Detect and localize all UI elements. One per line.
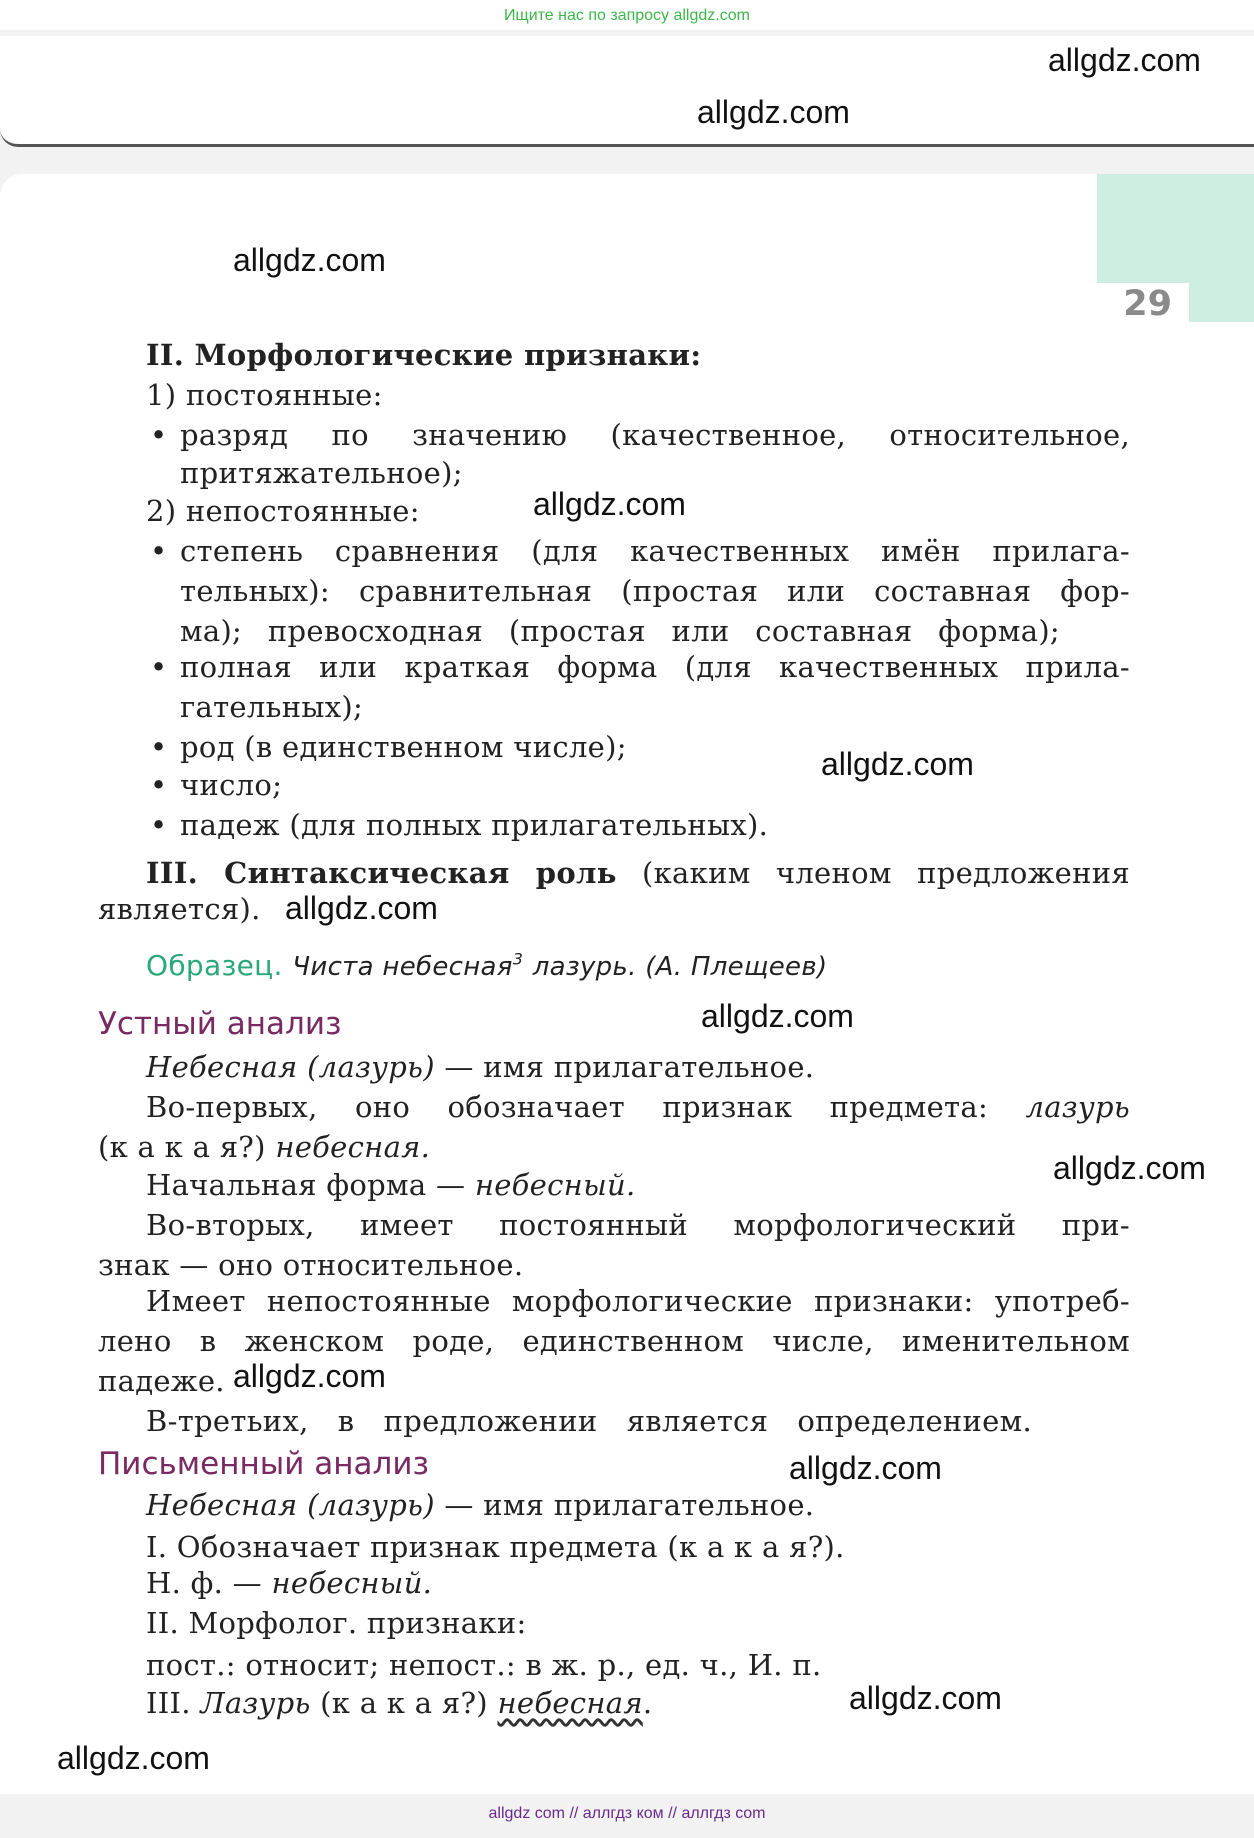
nonconst-label: 2) непостоянные: [146, 494, 420, 528]
oral-line: В-третьих, в предложении является определением. [146, 1404, 1032, 1438]
sample-label: Образец. [146, 949, 283, 982]
written-term: небесный. [271, 1566, 433, 1600]
written-line: II. Морфолог. признаки: [146, 1606, 527, 1640]
footnote-mark: 3 [512, 949, 524, 969]
page-number: 29 [1123, 284, 1172, 324]
written-text: III. [146, 1686, 191, 1720]
section-3-line: является). [98, 892, 261, 926]
written-line [146, 1566, 432, 1600]
wavy-underlined-word: небесная [497, 1686, 643, 1720]
oral-text: (к а к а я?) [98, 1130, 266, 1164]
list-item: род (в единственном числе); [180, 730, 627, 764]
written-text: (к а к а я?) [320, 1686, 488, 1720]
section-3-title-rest: (каким членом предложения [642, 856, 1130, 890]
watermark: allgdz.com [533, 486, 686, 522]
oral-line: Имеет непостоянные морфологические признаки: употреб- [146, 1284, 1130, 1318]
watermark: allgdz.com [821, 746, 974, 782]
watermark: allgdz.com [285, 890, 438, 926]
written-text: Н. ф. — [146, 1566, 262, 1600]
oral-term: небесная. [275, 1130, 431, 1164]
written-text: — имя прилагательное. [444, 1488, 815, 1522]
sample-text: лазурь. (А. Плещеев) [532, 952, 828, 982]
watermark: allgdz.com [789, 1450, 942, 1486]
sample-line [146, 948, 827, 982]
oral-term: Небесная (лазурь) [146, 1050, 435, 1084]
written-analysis-heading: Письменный анализ [98, 1446, 429, 1482]
section-3-title-bold: III. Синтаксическая роль [146, 856, 617, 890]
oral-line [146, 1090, 1130, 1124]
watermark: allgdz.com [1048, 42, 1201, 78]
written-line [146, 1488, 814, 1522]
written-text: . [642, 1686, 653, 1720]
bullet-dot: • [150, 534, 168, 568]
watermark: allgdz.com [233, 1358, 386, 1394]
watermark: allgdz.com [233, 242, 386, 278]
written-line: I. Обозначает признак предмета (к а к а я?). [146, 1530, 845, 1564]
const-label: 1) постоянные: [146, 378, 383, 412]
footer-links[interactable]: allgdz com // аллгдз ком // аллгдз com [488, 1805, 766, 1822]
bullet-dot: • [150, 418, 168, 452]
oral-line: падеже. [98, 1364, 225, 1398]
section-3-title [146, 856, 1130, 890]
list-item: тельных): сравнительная (простая или составная фор- [180, 574, 1130, 608]
bullet-dot: • [150, 808, 168, 842]
oral-line [146, 1050, 814, 1084]
list-item: гательных); [180, 690, 364, 724]
watermark: allgdz.com [697, 94, 850, 130]
sample-text: Чиста небесная [292, 952, 513, 982]
list-item: падеж (для полных прилагательных). [180, 808, 769, 842]
oral-term: небесный. [474, 1168, 636, 1202]
section-2-title: II. Морфологические признаки: [146, 338, 702, 372]
oral-line: лено в женском роде, единственном числе, именительном [98, 1324, 1130, 1358]
written-term: Лазурь [200, 1686, 311, 1720]
watermark: allgdz.com [1053, 1150, 1206, 1186]
oral-line: Во-вторых, имеет постоянный морфологический при- [146, 1208, 1130, 1242]
bullet-dot: • [150, 730, 168, 764]
list-item: полная или краткая форма (для качественных прила- [180, 650, 1130, 684]
oral-text: Начальная форма — [146, 1168, 466, 1202]
oral-text: Во-первых, оно обозначает признак предмета: [146, 1090, 989, 1124]
watermark: allgdz.com [849, 1680, 1002, 1716]
list-item: ма); превосходная (простая или составная форма); [180, 614, 1060, 648]
oral-analysis-heading: Устный анализ [98, 1006, 342, 1042]
oral-term: лазурь [1025, 1090, 1130, 1124]
list-item: притяжательное); [180, 456, 463, 490]
written-line [146, 1686, 652, 1720]
written-line: пост.: относит; непост.: в ж. р., ед. ч., И. п. [146, 1648, 822, 1682]
watermark: allgdz.com [57, 1740, 210, 1776]
list-item: степень сравнения (для качественных имён прилага- [180, 534, 1130, 568]
oral-line [146, 1168, 636, 1202]
bullet-dot: • [150, 650, 168, 684]
oral-line [98, 1130, 430, 1164]
top-banner[interactable]: Ищите нас по запросу allgdz.com [0, 0, 1254, 30]
watermark: allgdz.com [701, 998, 854, 1034]
list-item: разряд по значению (качественное, относительное, [180, 418, 1130, 452]
list-item: число; [180, 768, 283, 802]
written-term: Небесная (лазурь) [146, 1488, 435, 1522]
oral-text: — имя прилагательное. [444, 1050, 815, 1084]
bullet-dot: • [150, 768, 168, 802]
oral-line: знак — оно относительное. [98, 1248, 524, 1282]
